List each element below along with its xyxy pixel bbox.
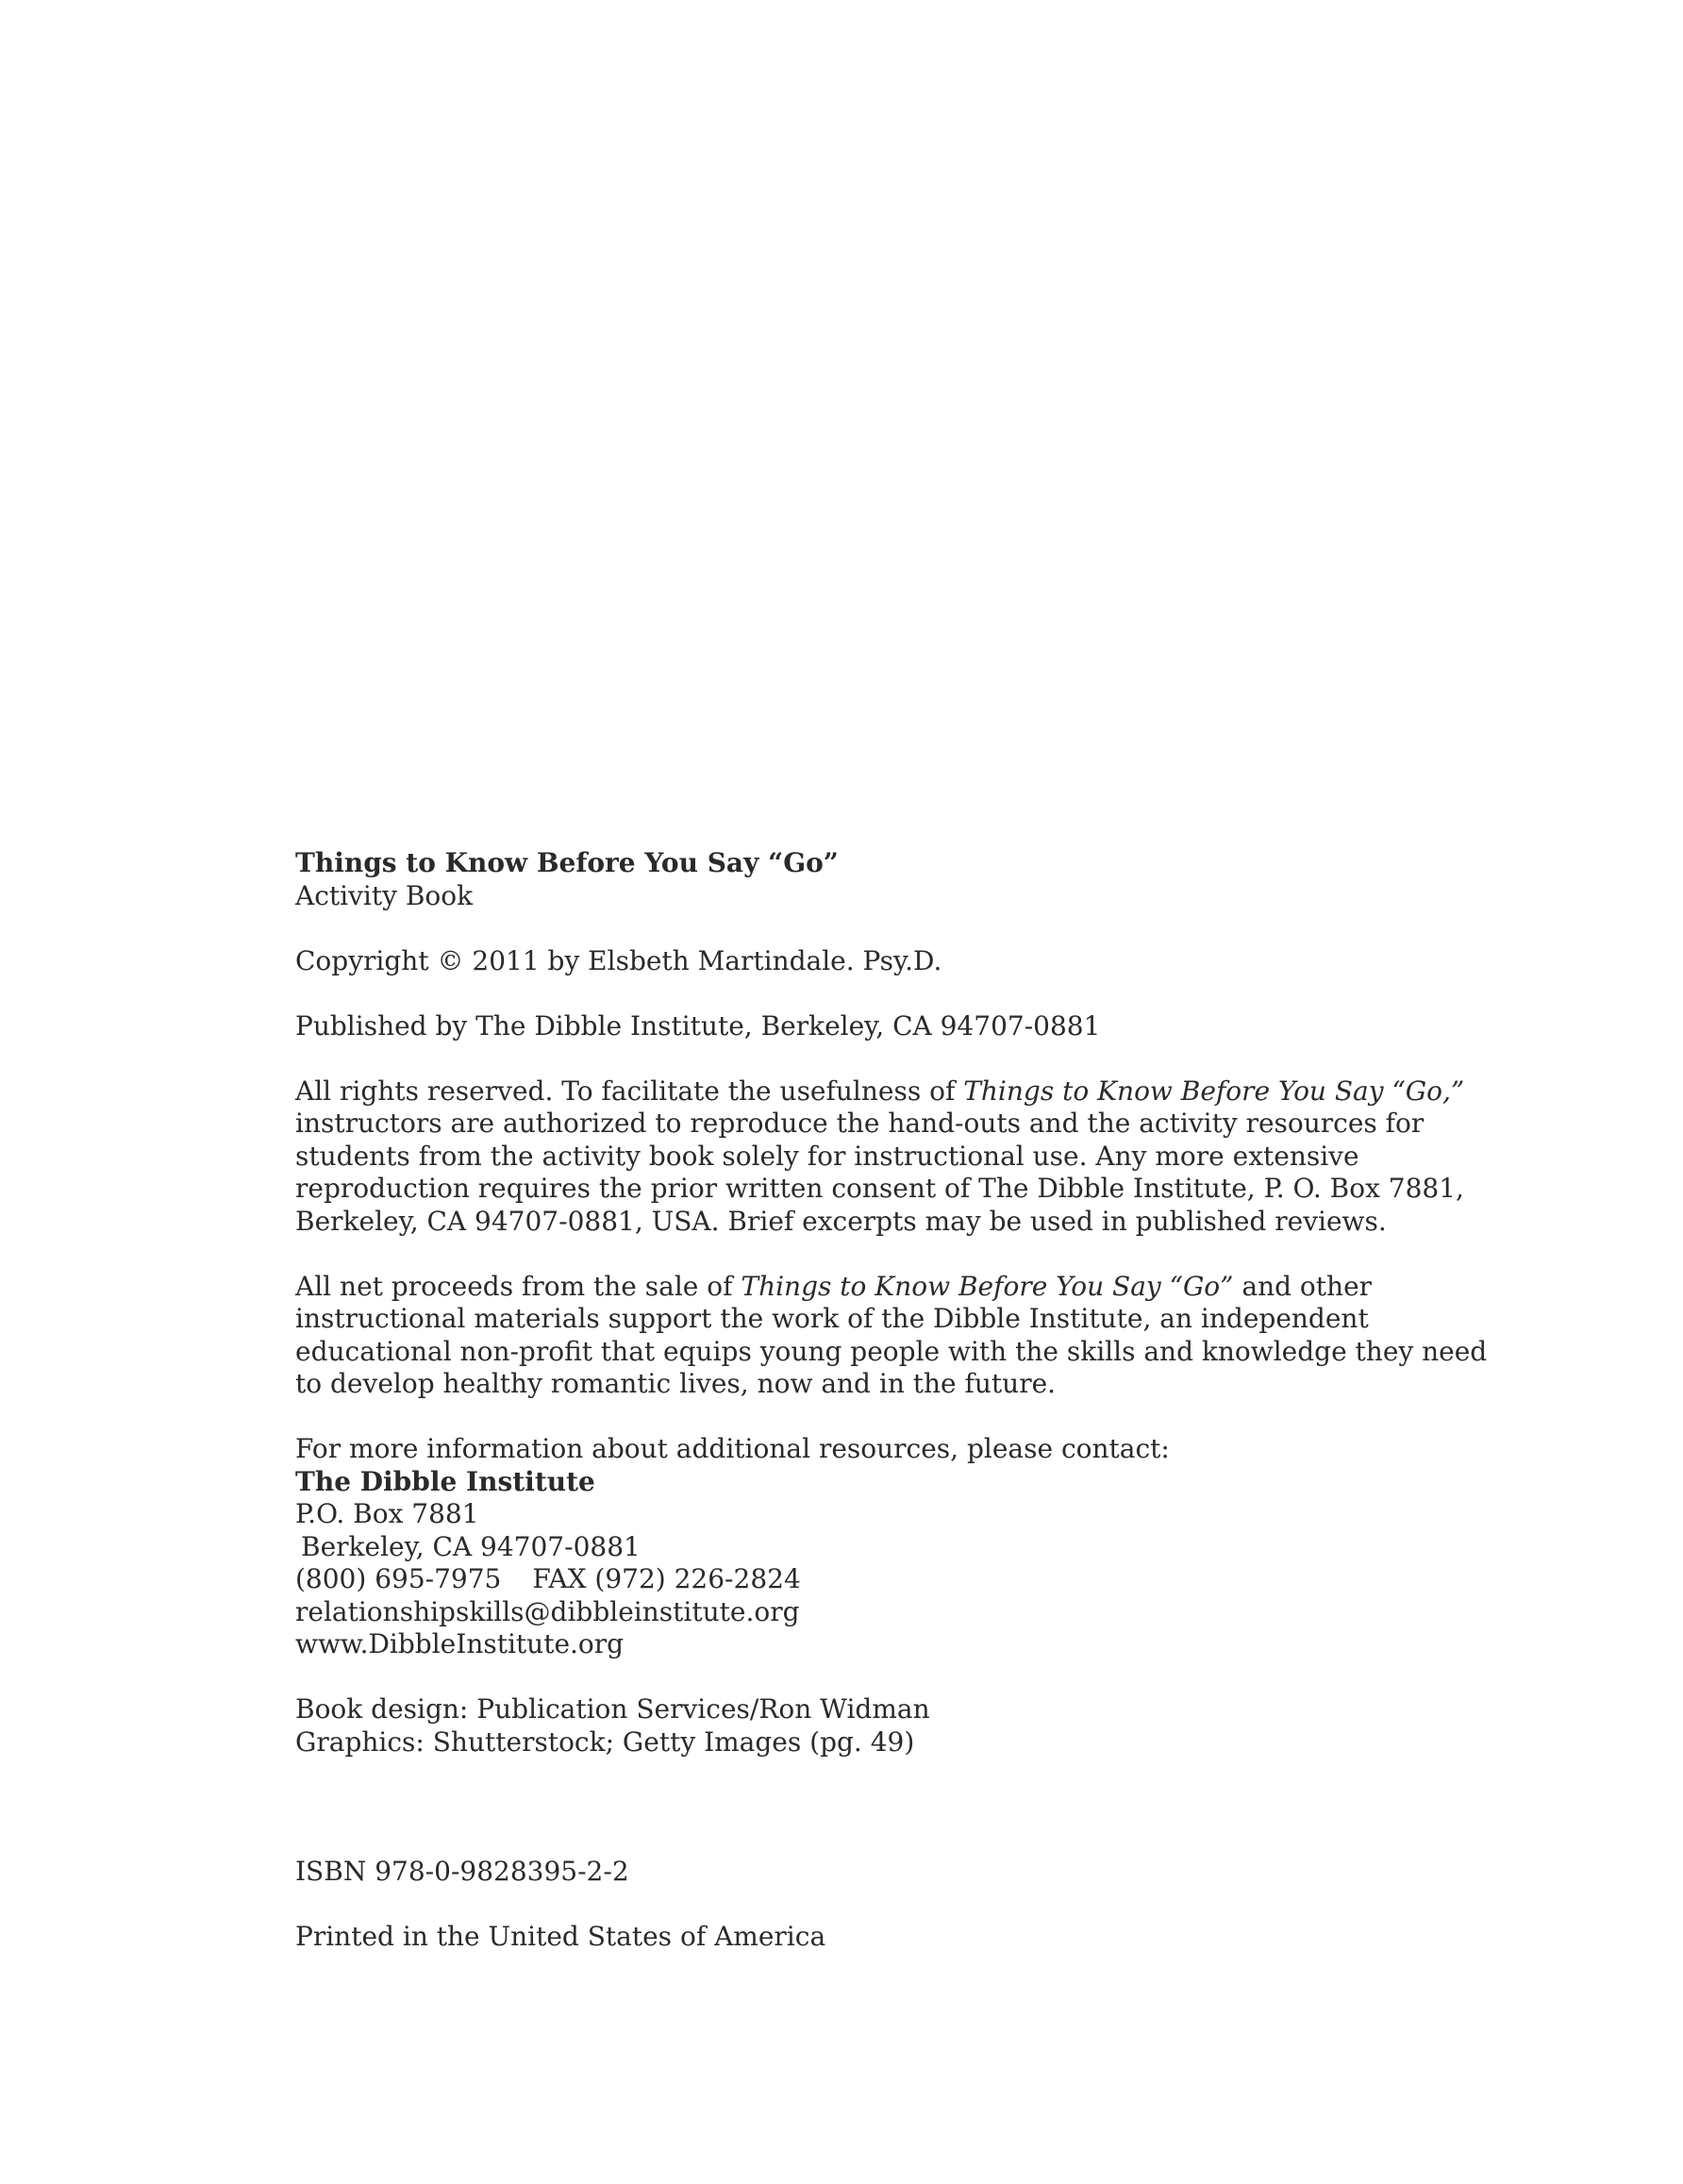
proceeds-title-italic: Things to Know Before You Say “Go” xyxy=(741,1270,1234,1302)
credits-block xyxy=(295,1693,1512,1759)
rights-lead: All rights reserved. To facilitate the usefulness of xyxy=(295,1075,964,1107)
contact-block xyxy=(295,1433,1512,1661)
book-title: Things to Know Before You Say “Go” xyxy=(295,847,839,878)
contact-email: relationshipskills@dibbleinstitute.org xyxy=(295,1595,800,1627)
contact-website: www.DibbleInstitute.org xyxy=(295,1628,625,1659)
copyright-text: Copyright © 2011 by Elsbeth Martindale. Psy.D. xyxy=(295,944,942,976)
printed-line xyxy=(295,1921,1512,1954)
printed-text: Printed in the United States of America xyxy=(295,1921,826,1952)
copyright-line xyxy=(295,945,1512,978)
isbn-line xyxy=(295,1856,1512,1889)
rights-rest: instructors are authorized to reproduce the hand-outs and the activity resources for students from the activity book solely for instructional use. Any more extensive reproduction requires the prior written consent of The Dibble Institute, P. O. Box 7881, Berkeley, CA 94707-0881, USA. Brief excerpts may be used in published reviews. xyxy=(295,1108,1464,1237)
rights-title-italic: Things to Know Before You Say “Go,” xyxy=(963,1075,1465,1107)
publisher-line xyxy=(295,1010,1512,1043)
publisher-text: Published by The Dibble Institute, Berkeley, CA 94707-0881 xyxy=(295,1009,1101,1042)
credits-design: Book design: Publication Services/Ron Widman xyxy=(295,1693,930,1725)
contact-fax: FAX (972) 226-2824 xyxy=(532,1563,801,1594)
proceeds-lead: All net proceeds from the sale of xyxy=(295,1270,742,1302)
contact-phone-fax xyxy=(295,1563,1512,1596)
contact-po-box: P.O. Box 7881 xyxy=(295,1498,479,1529)
isbn-text: ISBN 978-0-9828395-2-2 xyxy=(295,1856,629,1887)
title-block xyxy=(295,847,1512,912)
proceeds-rest: and other instructional materials support the work of the Dibble Institute, an independent educational non-profit that equips young people with the skills and knowledge they need to develop healthy romantic lives, now and in the future. xyxy=(295,1270,1488,1399)
book-subtitle: Activity Book xyxy=(295,879,474,911)
credits-graphics: Graphics: Shutterstock; Getty Images (pg. 49) xyxy=(295,1726,915,1758)
contact-city: Berkeley, CA 94707-0881 xyxy=(301,1530,641,1562)
copyright-page xyxy=(295,847,1512,1954)
contact-org: The Dibble Institute xyxy=(295,1465,595,1497)
proceeds-paragraph xyxy=(295,1271,1512,1401)
contact-phone: (800) 695-7975 xyxy=(295,1563,502,1594)
contact-intro: For more information about additional resources, please contact: xyxy=(295,1433,1170,1464)
rights-paragraph xyxy=(295,1075,1512,1239)
